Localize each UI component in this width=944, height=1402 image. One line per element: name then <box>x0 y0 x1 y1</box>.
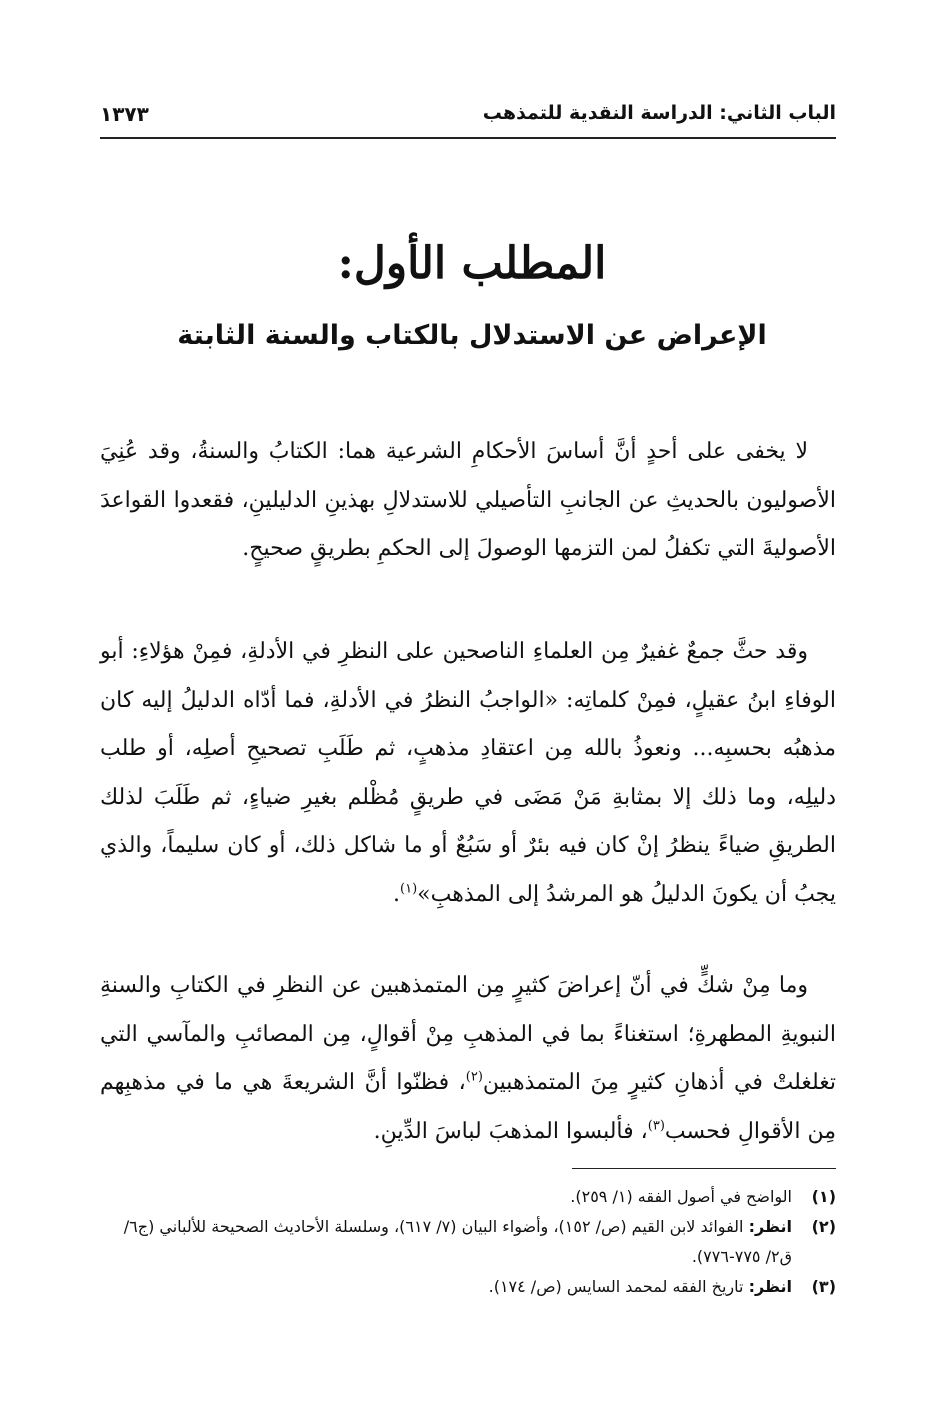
footnote-mark: (٣) <box>811 1277 836 1296</box>
footnote-lead: انظر: <box>748 1217 792 1236</box>
paragraph-1-text: لا يخفى على أحدٍ أنَّ أساسَ الأحكامِ الشرعية هما: الكتابُ والسنةُ، وقد عُنِيَ الأصوليون بالحديثِ عن الجانبِ التأصيلي للاستدلالِ بهذينِ الدليلينِ، فقعدوا القواعدَ الأصوليةَ التي تكفلُ لمن التزمها الوصولَ إلى الحكمِ بطريقٍ صحيحٍ. <box>100 439 836 561</box>
paragraph-3 <box>100 962 836 1156</box>
footnotes <box>100 1182 836 1302</box>
paragraph-2-text: وقد حثَّ جمعٌ غفيرٌ مِن العلماءِ الناصحين على النظرِ في الأدلةِ، فمِنْ هؤلاءِ: أبو الوفاءِ ابنُ عقيلٍ، فمِنْ كلماتِه: «الواجبُ النظرُ في الأدلةِ، فما أدّاه الدليلُ إليه كان مذهبُه بحسبِه... ونعوذُ بالله مِن اعتقادِ مذهبٍ، ثم طَلَبِ تصحيحِ أصلِه، أو طلب دليلِه، وما ذلك إلا بمثابةِ مَنْ مَضَى في طريقٍ مُظْلم بغيرِ ضياءٍ، ثم طَلَبَ لذلك الطريقِ ضياءً ينظرُ إنْ كان فيه بئرٌ أو سَبُعٌ أو ما شاكل ذلك، أو كان سليماً، والذي يجبُ أن يكونَ الدليلُ هو المرشدُ إلى المذهبِ» <box>100 639 836 907</box>
paragraph-2-end: . <box>393 881 401 907</box>
running-header <box>100 100 836 134</box>
chapter-title: الباب الثاني: الدراسة النقدية للتمذهب <box>482 102 836 124</box>
footnote-ref-1[interactable]: (١) <box>400 881 418 897</box>
footnote-text: الفوائد لابن القيم (ص/ ١٥٢)، وأضواء البيان (٧/ ٦١٧)، وسلسلة الأحاديث الصحيحة للألباني (ج٦/ ق٢/ ٧٧٥-٧٧٦). <box>123 1217 792 1266</box>
footnote-1 <box>100 1182 836 1212</box>
header-rule <box>100 137 836 139</box>
paragraph-2 <box>100 628 836 919</box>
footnote-mark: (١) <box>811 1187 836 1206</box>
footnote-lead: انظر: <box>748 1277 792 1296</box>
paragraph-3-text-b: ، فظنّوا أنَّ الشريعةَ هي ما في مذهبِهم مِن الأقوالِ فحسب <box>100 1070 836 1144</box>
section-subtitle: الإعراض عن الاستدلال بالكتاب والسنة الثابتة <box>177 320 767 351</box>
page-number: ١٣٧٣ <box>100 102 149 126</box>
footnote-2 <box>100 1212 836 1272</box>
paragraph-3-text-a: وما مِنْ شكٍّ في أنّ إعراضَ كثيرٍ مِن المتمذهبين عن النظرِ في الكتابِ والسنةِ النبويةِ المطهرةِ؛ استغناءً بما في المذهبِ مِنْ أقوالٍ، مِن المصائبِ والمآسي التي تغلغلتْ في أذهانِ كثيرٍ مِنَ المتمذهبين <box>100 973 836 1095</box>
paragraph-1 <box>100 428 836 574</box>
footnote-mark: (٢) <box>811 1217 836 1236</box>
footnote-ref-3[interactable]: (٣) <box>647 1118 665 1134</box>
footnote-rule <box>572 1168 836 1169</box>
section-title: المطلب الأول: <box>337 238 607 289</box>
footnote-text: الواضح في أصول الفقه (١/ ٢٥٩). <box>570 1187 792 1206</box>
footnote-ref-2[interactable]: (٢) <box>465 1069 483 1085</box>
footnote-3 <box>100 1272 836 1302</box>
paragraph-3-text-c: ، فألبسوا المذهبَ لباسَ الدِّينِ. <box>373 1118 648 1144</box>
footnote-text: تاريخ الفقه لمحمد السايس (ص/ ١٧٤). <box>488 1277 749 1296</box>
